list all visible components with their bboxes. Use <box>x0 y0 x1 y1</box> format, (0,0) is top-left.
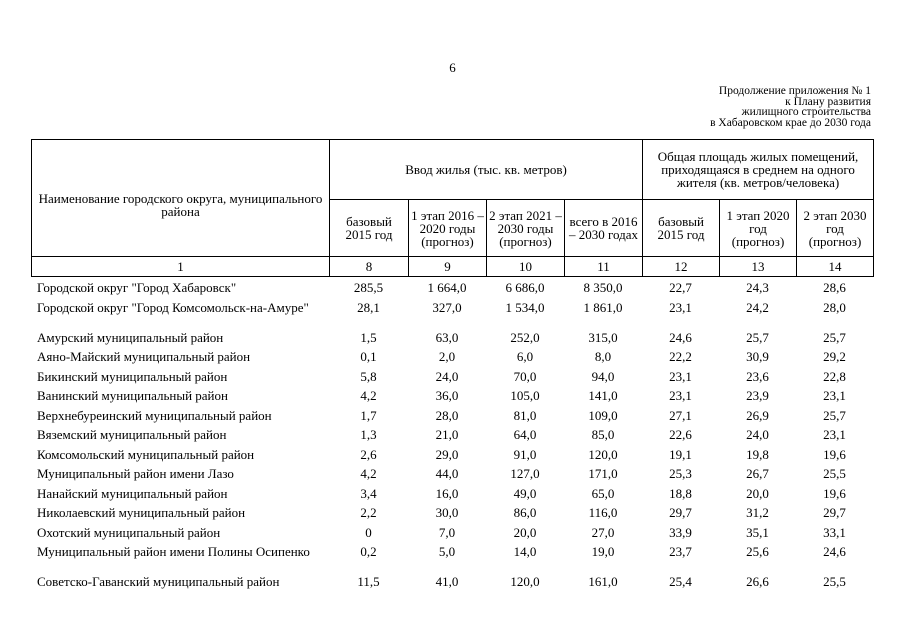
row-value: 127,0 <box>510 466 540 481</box>
table-row <box>31 390 873 410</box>
row-value: 120,0 <box>510 574 540 589</box>
row-value: 22,2 <box>669 349 692 364</box>
row-value: 24,0 <box>746 427 769 442</box>
row-value: 33,9 <box>669 524 692 540</box>
row-value: 1 664,0 <box>427 280 467 295</box>
row-value: 28,0 <box>823 299 846 315</box>
row-value: 30,0 <box>435 505 459 520</box>
row-value: 86,0 <box>513 505 537 520</box>
header-subcol: 2 этап 2030 год (прогноз) <box>797 200 874 257</box>
row-value: 29,0 <box>435 446 459 462</box>
row-value: 252,0 <box>510 329 540 345</box>
column-number: 1 <box>32 257 330 277</box>
row-value: 23,1 <box>669 299 692 315</box>
row-value: 24,6 <box>823 544 846 559</box>
row-value: 23,1 <box>669 368 692 384</box>
row-value: 0,1 <box>360 349 377 364</box>
row-value: 30,9 <box>746 349 769 364</box>
row-value: 19,1 <box>669 446 692 462</box>
row-value: 20,0 <box>513 524 537 540</box>
row-value: 35,1 <box>746 524 769 540</box>
row-value: 25,6 <box>746 544 769 559</box>
column-number: 8 <box>330 257 409 277</box>
row-value: 25,4 <box>669 574 692 589</box>
row-value: 63,0 <box>435 329 459 345</box>
header-group-housing-input: Ввод жилья (тыс. кв. метров) <box>330 140 643 200</box>
table-row <box>31 468 873 488</box>
header-subcol: 1 этап 2016 – 2020 годы (прогноз) <box>409 200 487 257</box>
row-value: 141,0 <box>588 388 618 403</box>
row-value: 19,6 <box>823 485 846 501</box>
row-value: 2,2 <box>360 505 377 520</box>
row-name: Ванинский муниципальный район <box>37 388 228 403</box>
row-name: Городской округ "Город Комсомольск-на-Амуре" <box>37 299 309 315</box>
row-value: 44,0 <box>435 466 459 481</box>
row-value: 23,6 <box>746 368 769 384</box>
table-row <box>31 429 873 449</box>
row-name: Муниципальный район имени Лазо <box>37 466 234 481</box>
row-value: 24,3 <box>746 280 769 295</box>
row-value: 64,0 <box>513 427 537 442</box>
row-value: 1,7 <box>360 407 377 423</box>
row-value: 1 534,0 <box>505 299 545 315</box>
appendix-note <box>651 86 871 128</box>
row-value: 25,3 <box>669 466 692 481</box>
row-value: 20,0 <box>746 485 769 501</box>
row-value: 24,2 <box>746 299 769 315</box>
row-value: 285,5 <box>353 280 384 295</box>
row-name: Аяно-Майский муниципальный район <box>37 349 251 364</box>
row-value: 26,6 <box>746 574 769 589</box>
table-row <box>31 282 873 302</box>
row-name: Амурский муниципальный район <box>37 329 224 345</box>
row-value: 4,2 <box>360 388 377 403</box>
header-group-living-area: Общая площадь жилых помещений, приходящаяся в среднем на одного жителя (кв. метров/человека) <box>643 140 874 200</box>
header-name-column: Наименование городского округа, муниципального района <box>32 140 330 257</box>
row-value: 109,0 <box>588 407 618 423</box>
row-value: 7,0 <box>438 524 456 540</box>
row-name: Николаевский муниципальный район <box>37 505 246 520</box>
row-value: 22,8 <box>823 368 846 384</box>
table-header <box>31 139 874 277</box>
column-number: 12 <box>643 257 720 277</box>
row-value: 8,0 <box>594 349 612 364</box>
row-value: 4,2 <box>360 466 377 481</box>
row-value: 1 861,0 <box>583 299 623 315</box>
row-value: 29,7 <box>823 505 846 520</box>
table-row <box>31 351 873 371</box>
row-value: 29,2 <box>823 349 846 364</box>
row-value: 24,6 <box>669 329 692 345</box>
row-value: 0,2 <box>360 544 377 559</box>
table-row <box>31 576 873 596</box>
row-value: 23,7 <box>669 544 692 559</box>
row-value: 23,1 <box>669 388 692 403</box>
appendix-line: Продолжение приложения № 1 <box>718 85 871 97</box>
row-value: 31,2 <box>746 505 769 520</box>
row-value: 27,1 <box>669 407 692 423</box>
row-name: Верхнебуреинский муниципальный район <box>37 407 272 423</box>
row-value: 19,0 <box>591 544 615 559</box>
row-value: 22,6 <box>669 427 692 442</box>
header-subcol: базовый 2015 год <box>643 200 720 257</box>
appendix-line: жилищного строительства <box>741 106 871 118</box>
row-value: 25,5 <box>823 574 846 589</box>
row-value: 6,0 <box>516 349 534 364</box>
row-value: 23,1 <box>823 388 846 403</box>
row-name: Бикинский муниципальный район <box>37 368 228 384</box>
row-value: 70,0 <box>513 368 537 384</box>
column-number: 13 <box>720 257 797 277</box>
row-value: 2,6 <box>360 446 377 462</box>
row-value: 3,4 <box>360 485 377 501</box>
row-value: 41,0 <box>435 574 459 589</box>
row-value: 91,0 <box>513 446 537 462</box>
row-value: 28,0 <box>435 407 459 423</box>
table-row <box>31 546 873 576</box>
data-table <box>31 282 873 596</box>
header-subcol: всего в 2016 – 2030 годах <box>565 200 643 257</box>
row-value: 14,0 <box>513 544 537 559</box>
row-value: 21,0 <box>435 427 459 442</box>
row-value: 5,0 <box>438 544 456 559</box>
row-value: 29,7 <box>669 505 692 520</box>
row-value: 327,0 <box>432 299 462 315</box>
column-number: 11 <box>565 257 643 277</box>
header-subcol: 1 этап 2020 год (прогноз) <box>720 200 797 257</box>
row-value: 8 350,0 <box>583 280 623 295</box>
row-value: 2,0 <box>438 349 456 364</box>
row-value: 49,0 <box>513 485 537 501</box>
row-value: 25,7 <box>823 329 846 345</box>
row-value: 105,0 <box>510 388 540 403</box>
column-number: 9 <box>409 257 487 277</box>
row-value: 26,9 <box>746 407 769 423</box>
row-name: Городской округ "Город Хабаровск" <box>37 280 237 295</box>
row-name: Комсомольский муниципальный район <box>37 446 255 462</box>
row-value: 28,1 <box>357 299 380 315</box>
row-value: 81,0 <box>513 407 537 423</box>
row-value: 19,6 <box>823 446 846 462</box>
row-value: 11,5 <box>357 574 380 589</box>
row-value: 28,6 <box>823 280 846 295</box>
header-subcol: 2 этап 2021 – 2030 годы (прогноз) <box>487 200 565 257</box>
page-number: 6 <box>449 60 456 75</box>
row-value: 27,0 <box>591 524 615 540</box>
appendix-line: в Хабаровском крае до 2030 года <box>710 116 871 129</box>
table-row <box>31 302 873 332</box>
column-number: 14 <box>797 257 874 277</box>
row-value: 19,8 <box>746 446 769 462</box>
row-value: 94,0 <box>591 368 615 384</box>
row-value: 116,0 <box>588 505 618 520</box>
row-value: 0 <box>365 524 372 540</box>
appendix-line: к Плану развития <box>785 95 871 108</box>
table-row <box>31 507 873 527</box>
row-value: 33,1 <box>823 524 846 540</box>
row-name: Нанайский муниципальный район <box>37 485 228 501</box>
row-value: 25,7 <box>823 407 846 423</box>
row-value: 65,0 <box>591 485 615 501</box>
row-value: 171,0 <box>588 466 618 481</box>
row-value: 120,0 <box>588 446 618 462</box>
row-value: 26,7 <box>746 466 769 481</box>
row-value: 25,5 <box>823 466 846 481</box>
row-value: 18,8 <box>669 485 692 501</box>
row-value: 25,7 <box>746 329 769 345</box>
row-value: 24,0 <box>435 368 459 384</box>
row-value: 23,9 <box>746 388 769 403</box>
column-number: 10 <box>487 257 565 277</box>
header-subcol: базовый 2015 год <box>330 200 409 257</box>
row-value: 85,0 <box>591 427 615 442</box>
row-name: Охотский муниципальный район <box>37 524 221 540</box>
row-value: 315,0 <box>588 329 618 345</box>
row-name: Муниципальный район имени Полины Осипенко <box>37 544 310 559</box>
row-value: 1,5 <box>360 329 377 345</box>
row-value: 16,0 <box>435 485 459 501</box>
row-value: 22,7 <box>669 280 692 295</box>
row-value: 6 686,0 <box>505 280 545 295</box>
row-value: 1,3 <box>360 427 377 442</box>
row-value: 5,8 <box>360 368 377 384</box>
row-value: 23,1 <box>823 427 846 442</box>
row-value: 161,0 <box>588 574 618 589</box>
row-name: Советско-Гаванский муниципальный район <box>37 574 280 589</box>
row-name: Вяземский муниципальный район <box>37 427 227 442</box>
row-value: 36,0 <box>435 388 459 403</box>
